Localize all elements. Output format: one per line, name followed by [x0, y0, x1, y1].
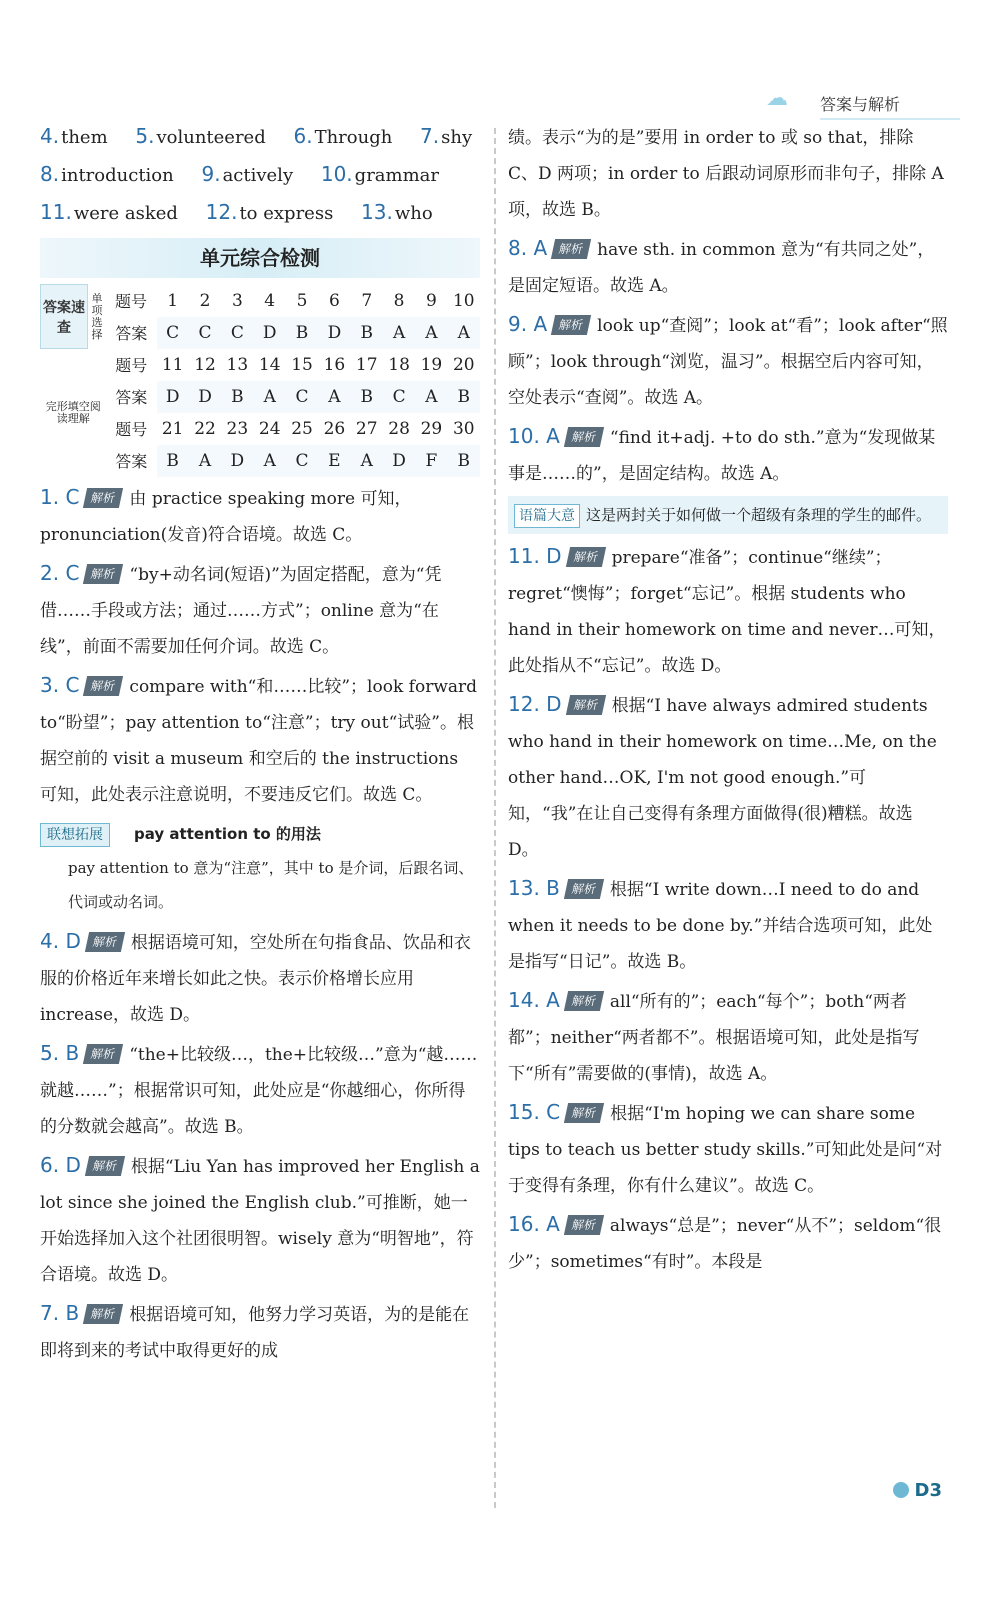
- grid-answer-cell: A: [351, 445, 383, 477]
- grid-question-cell: 4: [264, 290, 276, 311]
- question-explanation: “find it+adj. +to do sth.”意为“发现做某事是……的”，是固定结构。故选 A。: [508, 428, 936, 484]
- header-decoration-icon: ☁: [766, 86, 788, 111]
- question-5: [40, 1035, 480, 1145]
- question-number: 14. A: [508, 988, 560, 1012]
- grid-label-q: 题号: [115, 420, 148, 439]
- grid-question-cell: 1: [167, 290, 179, 311]
- passage-summary: [508, 496, 948, 534]
- analysis-tag: 解析: [83, 1044, 123, 1064]
- vocab-word: them: [61, 127, 108, 148]
- vocab-word: volunteered: [156, 127, 266, 148]
- vocab-word: Through: [314, 127, 393, 148]
- question-1: [40, 479, 480, 553]
- question-number: 9. A: [508, 312, 548, 336]
- grid-question-cell: 3: [231, 290, 243, 311]
- grid-answer-cell: A: [383, 317, 415, 349]
- grid-question-cell: 27: [355, 418, 378, 439]
- grid-question-row: [41, 349, 481, 381]
- grid-question-cell: 21: [161, 418, 184, 439]
- grid-question-cell: 11: [161, 354, 184, 375]
- grid-answer-cell: D: [383, 445, 415, 477]
- analysis-tag: 解析: [565, 695, 605, 715]
- question-4: [40, 923, 480, 1033]
- vocab-word: who: [394, 203, 433, 224]
- grid-answer-cell: B: [157, 445, 189, 477]
- grid-label-a: 答案: [115, 324, 148, 343]
- grid-question-cell: 12: [194, 354, 216, 375]
- analysis-tag: 解析: [564, 427, 604, 447]
- grid-answer-cell: D: [254, 317, 286, 349]
- question-number: 3. C: [40, 672, 80, 697]
- analysis-tag: 解析: [551, 315, 591, 335]
- grid-answer-row: [41, 445, 481, 477]
- vocab-word: grammar: [354, 165, 440, 186]
- question-explanation: 根据“I'm hoping we can share some tips to teach us better study skills.”可知此处是问“对于变得有条理，你有什么建议”。故选 C。: [508, 1104, 943, 1196]
- vocab-number: 11.: [40, 200, 72, 224]
- grid-question-cell: 14: [258, 354, 281, 375]
- question-explanation: prepare“准备”；continue“继续”；regret“懊悔”；forget“忘记”。根据 students who hand in their homework on time and never…可知，此处指从不“忘记”。故选 D。: [508, 548, 946, 676]
- grid-question-cell: 24: [258, 418, 281, 439]
- grid-answer-cell: A: [318, 381, 350, 413]
- question-2: [40, 555, 480, 665]
- question-explanation: have sth. in common 意为“有共同之处”，是固定短语。故选 A。: [508, 240, 935, 296]
- association-badge: 联想拓展: [40, 823, 110, 847]
- left-column: [40, 118, 480, 1369]
- question-explanation: all“所有的”；each“每个”；both“两者都”；neither“两者都不”。根据语境可知，此处是指写下“所有”需要做的(事情)，故选 A。: [508, 992, 920, 1084]
- grid-answer-cell: A: [415, 317, 447, 349]
- grid-answer-cell: D: [221, 445, 253, 477]
- question-number: 8. A: [508, 236, 548, 260]
- question-number: 6. D: [40, 1152, 81, 1177]
- right-column: [508, 118, 948, 1280]
- page-dot-icon: [893, 1482, 909, 1498]
- question-explanation: 由 practice speaking more 可知，pronunciation(发音)符合语境。故选 C。: [40, 488, 412, 545]
- grid-answer-cell: C: [221, 317, 253, 349]
- grid-answer-cell: A: [254, 445, 286, 477]
- vocab-word: introduction: [61, 165, 174, 186]
- vocab-number: 7.: [420, 124, 440, 148]
- question-number: 7. B: [40, 1300, 80, 1325]
- analysis-tag: 解析: [85, 932, 125, 952]
- grid-answer-cell: A: [254, 381, 286, 413]
- question-explanation: “by+动名词(短语)”为固定搭配，意为“凭借……手段或方法；通过……方式”；online 意为“在线”，前面不需要加任何介词。故选 C。: [40, 564, 442, 657]
- question-number: 5. B: [40, 1040, 80, 1065]
- grid-section-label: 单项选择: [91, 291, 103, 341]
- vocab-number: 12.: [205, 200, 238, 224]
- summary-text: 这是两封关于如何做一个超级有条理的学生的邮件。: [586, 506, 932, 524]
- grid-label-a: 答案: [115, 452, 148, 471]
- grid-question-cell: 16: [323, 354, 346, 375]
- answer-grid: [40, 284, 480, 477]
- page-number: D3: [893, 1480, 942, 1501]
- question-number: 10. A: [508, 424, 560, 448]
- grid-question-cell: 19: [420, 354, 443, 375]
- question-9: [508, 306, 948, 416]
- question-explanation: 根据“I write down…I need to do and when it needs to be done by.”并结合选项可知，此处是指写“日记”。故选 B。: [508, 880, 933, 972]
- vocab-word: shy: [441, 127, 473, 148]
- association-body: pay attention to 意为“注意”，其中 to 是介词，后跟名词、代词或动名词。: [68, 858, 474, 911]
- grid-question-cell: 20: [452, 354, 475, 375]
- grid-answer-cell: C: [383, 381, 415, 413]
- analysis-tag: 解析: [83, 676, 123, 696]
- grid-answer-cell: A: [189, 445, 221, 477]
- question-number: 1. C: [40, 484, 80, 509]
- question-14: [508, 982, 948, 1092]
- vocab-row: [40, 118, 480, 156]
- grid-answer-cell: B: [286, 317, 318, 349]
- analysis-tag: 解析: [83, 564, 123, 584]
- grid-question-cell: 5: [296, 290, 308, 311]
- grid-question-cell: 28: [388, 418, 410, 439]
- vocab-answers: [40, 118, 480, 232]
- question-explanation: always“总是”；never“从不”；seldom“很少”；sometimes“有时”。本段是: [508, 1216, 942, 1272]
- grid-answer-row: [41, 381, 481, 413]
- grid-section-label: 完形填空阅读理解: [45, 399, 101, 425]
- question-explanation: 根据“Liu Yan has improved her English a lot since she joined the English club.”可推断，她一开始选择加入这个社团很明智。wisely 意为“明智地”，符合语境。故选 D。: [40, 1156, 480, 1285]
- question-number: 16. A: [508, 1212, 560, 1236]
- grid-question-cell: 18: [388, 354, 410, 375]
- grid-answer-cell: B: [448, 445, 480, 477]
- question-number: 11. D: [508, 544, 562, 568]
- question-explanation: compare with“和……比较”；look forward to“盼望”；pay attention to“注意”；try out“试验”。根据空前的 visit a museum 和空后的 the instructions 可知，此处表示注意说明，不要违反它们。故选 C。: [40, 676, 478, 805]
- grid-question-cell: 2: [199, 290, 211, 311]
- vocab-number: 8.: [40, 162, 60, 186]
- question-explanation: 根据语境可知，空处所在句指食品、饮品和衣服的价格近年来增长如此之快。表示价格增长应用 increase，故选 D。: [40, 932, 471, 1025]
- question-8: [508, 230, 948, 304]
- vocab-word: were asked: [73, 203, 178, 224]
- section-title: 单元综合检测: [40, 238, 480, 278]
- vocab-number: 13.: [361, 200, 393, 224]
- analysis-tag: 解析: [85, 1156, 125, 1176]
- question-number: 12. D: [508, 692, 562, 716]
- grid-question-cell: 6: [328, 290, 340, 311]
- grid-question-cell: 8: [393, 290, 405, 311]
- grid-question-cell: 30: [452, 418, 475, 439]
- grid-answer-cell: D: [189, 381, 221, 413]
- vocab-row: [40, 156, 480, 194]
- header-title: 答案与解析: [819, 95, 900, 114]
- analysis-tag: 解析: [565, 547, 605, 567]
- vocab-word: to express: [239, 203, 334, 224]
- question-7-continued: 绩。表示“为的是”要用 in order to 或 so that，排除 C、D 两项；in order to 后跟动词原形而非句子，排除 A 项，故选 B。: [508, 128, 944, 220]
- question-number: 13. B: [508, 876, 560, 900]
- grid-question-cell: 25: [291, 418, 313, 439]
- analysis-tag: 解析: [564, 879, 604, 899]
- vocab-number: 4.: [40, 124, 60, 148]
- grid-question-cell: 26: [323, 418, 346, 439]
- grid-label-a: 答案: [115, 388, 148, 407]
- analysis-tag: 解析: [564, 1103, 604, 1123]
- grid-answer-cell: F: [415, 445, 447, 477]
- grid-question-cell: 10: [452, 290, 475, 311]
- grid-answer-cell: D: [318, 317, 350, 349]
- grid-side-label: 答案速查: [41, 285, 88, 349]
- vocab-word: actively: [222, 165, 294, 186]
- grid-answer-cell: A: [415, 381, 447, 413]
- question-explanation: “the+比较级…，the+比较级…”意为“越……就越……”；根据常识可知，此处应是“你越细心，你所得的分数就会越高”。故选 B。: [40, 1044, 478, 1137]
- question-11: [508, 538, 948, 684]
- grid-label-q: 题号: [115, 356, 148, 375]
- grid-question-cell: 22: [194, 418, 216, 439]
- grid-question-row: [41, 285, 481, 317]
- question-7: [40, 1295, 480, 1369]
- grid-answer-cell: B: [221, 381, 253, 413]
- grid-question-row: [41, 413, 481, 445]
- grid-question-cell: 9: [426, 290, 437, 311]
- vocab-number: 5.: [135, 124, 155, 148]
- summary-badge: 语篇大意: [514, 504, 580, 528]
- question-explanation: look up“查阅”；look at“看”；look after“照顾”；look through“浏览，温习”。根据空后内容可知，空处表示“查阅”。故选 A。: [508, 316, 948, 408]
- grid-answer-cell: C: [286, 445, 318, 477]
- grid-answer-row: [41, 317, 481, 349]
- vocab-number: 9.: [201, 162, 221, 186]
- grid-answer-cell: B: [351, 381, 383, 413]
- question-10: [508, 418, 948, 492]
- grid-answer-cell: B: [448, 381, 480, 413]
- grid-question-cell: 15: [291, 354, 313, 375]
- analysis-tag: 解析: [564, 991, 604, 1011]
- analysis-tag: 解析: [83, 488, 123, 508]
- grid-answer-cell: B: [351, 317, 383, 349]
- analysis-tag: 解析: [551, 239, 591, 259]
- question-13: [508, 870, 948, 980]
- grid-answer-cell: C: [189, 317, 221, 349]
- question-6: [40, 1147, 480, 1293]
- grid-question-cell: 23: [226, 418, 249, 439]
- association-title: pay attention to 的用法: [134, 824, 321, 843]
- question-number: 2. C: [40, 560, 80, 585]
- grid-question-cell: 13: [226, 354, 249, 375]
- column-divider: [494, 128, 496, 1508]
- question-16: [508, 1206, 948, 1280]
- grid-question-cell: 7: [361, 290, 373, 311]
- question-15: [508, 1094, 948, 1204]
- grid-answer-cell: C: [157, 317, 189, 349]
- question-number: 15. C: [508, 1100, 561, 1124]
- question-explanation: 根据“I have always admired students who hand in their homework on time…Me, on the other hand…OK, I'm not good enough.”可知，“我”在让自己变得有条理方面做得(很)糟糕。故选 D。: [508, 696, 937, 860]
- question-number: 4. D: [40, 928, 81, 953]
- grid-answer-cell: A: [448, 317, 480, 349]
- question-12: [508, 686, 948, 868]
- grid-question-cell: 17: [355, 354, 378, 375]
- vocab-number: 10.: [320, 162, 353, 186]
- analysis-tag: 解析: [83, 1304, 123, 1324]
- grid-question-cell: 29: [420, 418, 443, 439]
- vocab-row: [40, 194, 480, 232]
- grid-answer-cell: D: [157, 381, 189, 413]
- question-3: [40, 667, 480, 813]
- association-box: [40, 817, 480, 919]
- grid-answer-cell: C: [286, 381, 318, 413]
- question-explanation: 根据语境可知，他努力学习英语，为的是能在即将到来的考试中取得更好的成: [40, 1304, 470, 1361]
- vocab-number: 6.: [293, 124, 313, 148]
- analysis-tag: 解析: [564, 1215, 604, 1235]
- grid-label-q: 题号: [114, 292, 147, 311]
- grid-answer-cell: E: [318, 445, 350, 477]
